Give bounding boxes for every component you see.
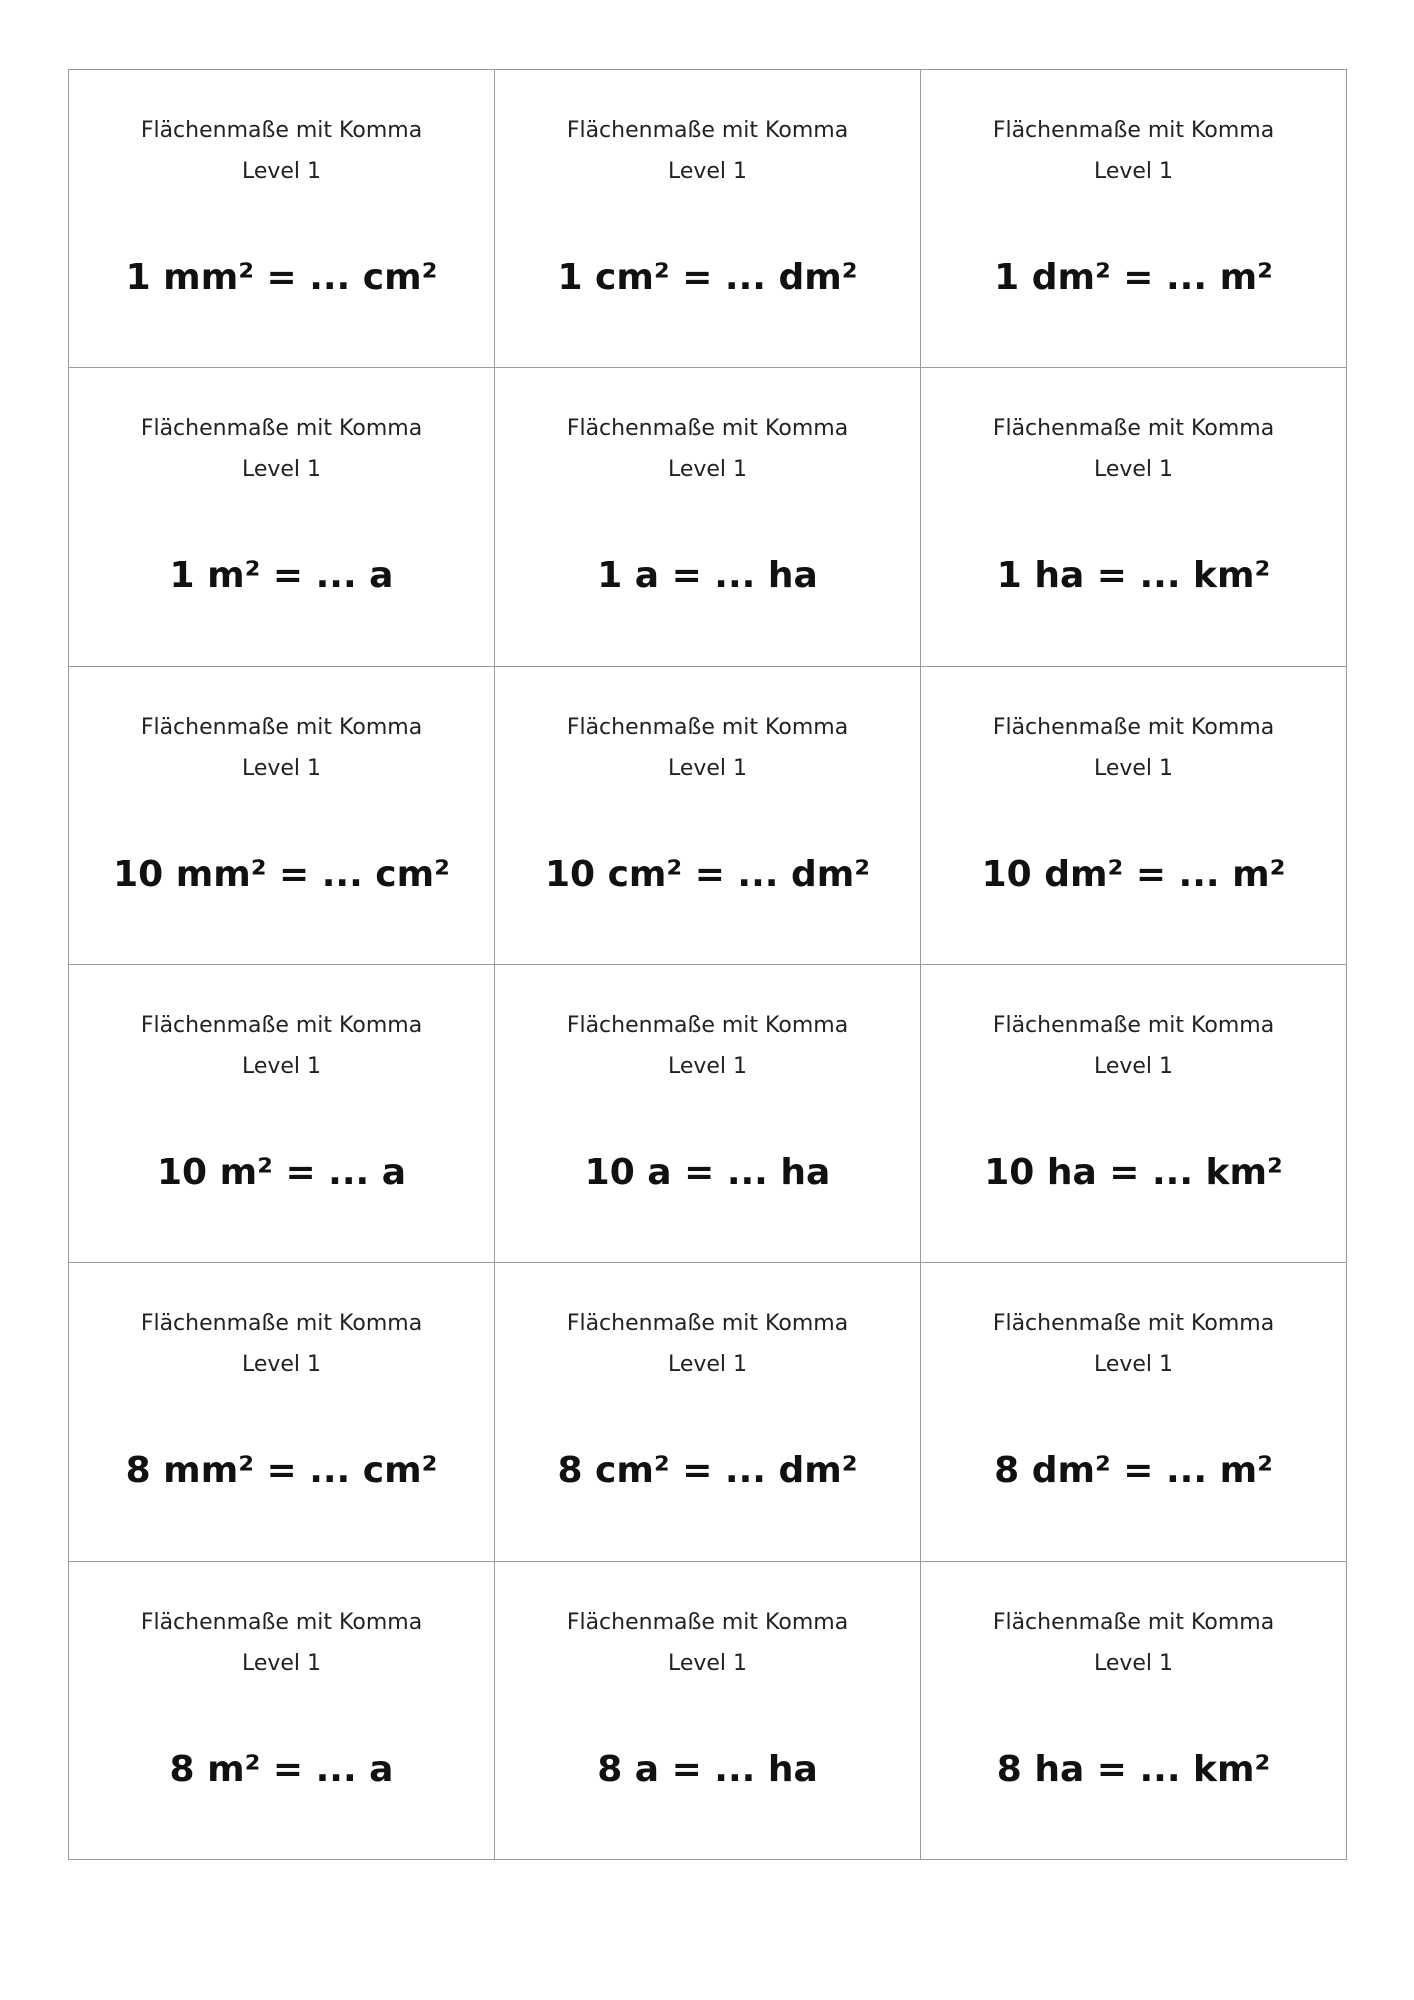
card bbox=[69, 667, 495, 965]
card-title: Flächenmaße mit Komma bbox=[566, 416, 849, 442]
card-task: 10 ha = ... km² bbox=[984, 1152, 1283, 1193]
card-level: Level 1 bbox=[1093, 755, 1174, 781]
card-title: Flächenmaße mit Komma bbox=[992, 1311, 1275, 1337]
card bbox=[921, 368, 1347, 666]
card-title: Flächenmaße mit Komma bbox=[140, 714, 423, 740]
card-title: Flächenmaße mit Komma bbox=[566, 714, 849, 740]
card-title: Flächenmaße mit Komma bbox=[992, 1609, 1275, 1635]
card-task: 10 cm² = ... dm² bbox=[544, 853, 871, 895]
card bbox=[69, 1562, 495, 1860]
card bbox=[921, 1562, 1347, 1860]
card-task: 10 m² = ... a bbox=[157, 1152, 406, 1193]
card-task: 1 ha = ... km² bbox=[996, 555, 1271, 597]
card-level: Level 1 bbox=[241, 159, 322, 184]
card-title: Flächenmaße mit Komma bbox=[566, 1609, 849, 1635]
card-level: Level 1 bbox=[1093, 159, 1174, 184]
card bbox=[69, 368, 495, 666]
card bbox=[921, 667, 1347, 965]
card-level: Level 1 bbox=[667, 159, 748, 184]
card-task: 8 a = ... ha bbox=[597, 1748, 818, 1790]
card-task: 10 dm² = ... m² bbox=[981, 853, 1286, 895]
card-level: Level 1 bbox=[667, 457, 748, 483]
card bbox=[69, 70, 495, 368]
card-level: Level 1 bbox=[241, 1352, 322, 1378]
card-level: Level 1 bbox=[667, 1650, 748, 1676]
card bbox=[921, 1263, 1347, 1561]
card-title: Flächenmaße mit Komma bbox=[140, 1609, 423, 1635]
card-task: 8 m² = ... a bbox=[169, 1748, 394, 1790]
card bbox=[921, 965, 1347, 1263]
card bbox=[495, 1263, 921, 1561]
card-task: 8 cm² = ... dm² bbox=[557, 1450, 858, 1492]
card-level: Level 1 bbox=[1093, 1352, 1174, 1378]
card-level: Level 1 bbox=[1093, 1650, 1174, 1676]
card bbox=[495, 965, 921, 1263]
card-grid bbox=[68, 69, 1347, 1860]
card-task: 8 dm² = ... m² bbox=[994, 1450, 1273, 1492]
card-title: Flächenmaße mit Komma bbox=[140, 416, 423, 442]
card-task: 1 dm² = ... m² bbox=[994, 257, 1273, 298]
card-task: 8 mm² = ... cm² bbox=[125, 1450, 438, 1492]
card-task: 10 mm² = ... cm² bbox=[113, 853, 450, 895]
card-task: 1 a = ... ha bbox=[597, 555, 818, 597]
card bbox=[495, 667, 921, 965]
card bbox=[495, 70, 921, 368]
card-task: 8 ha = ... km² bbox=[996, 1748, 1271, 1790]
card-title: Flächenmaße mit Komma bbox=[566, 1311, 849, 1337]
card-title: Flächenmaße mit Komma bbox=[140, 1311, 423, 1337]
card-level: Level 1 bbox=[241, 755, 322, 781]
card-title: Flächenmaße mit Komma bbox=[140, 118, 423, 143]
card-level: Level 1 bbox=[241, 457, 322, 483]
card-level: Level 1 bbox=[667, 755, 748, 781]
card bbox=[69, 1263, 495, 1561]
card-title: Flächenmaße mit Komma bbox=[992, 118, 1275, 143]
card bbox=[921, 70, 1347, 368]
card-task: 1 mm² = ... cm² bbox=[125, 257, 438, 298]
card-title: Flächenmaße mit Komma bbox=[566, 118, 849, 143]
card-task: 10 a = ... ha bbox=[584, 1152, 831, 1193]
card bbox=[495, 368, 921, 666]
card bbox=[495, 1562, 921, 1860]
card-level: Level 1 bbox=[1093, 457, 1174, 483]
card-title: Flächenmaße mit Komma bbox=[140, 1013, 423, 1038]
card-level: Level 1 bbox=[241, 1650, 322, 1676]
card-level: Level 1 bbox=[667, 1352, 748, 1378]
card-level: Level 1 bbox=[1093, 1054, 1174, 1079]
card-title: Flächenmaße mit Komma bbox=[992, 1013, 1275, 1038]
card-level: Level 1 bbox=[241, 1054, 322, 1079]
card-title: Flächenmaße mit Komma bbox=[992, 714, 1275, 740]
card-task: 1 m² = ... a bbox=[169, 555, 394, 597]
card-title: Flächenmaße mit Komma bbox=[992, 416, 1275, 442]
card-level: Level 1 bbox=[667, 1054, 748, 1079]
card-title: Flächenmaße mit Komma bbox=[566, 1013, 849, 1038]
card-task: 1 cm² = ... dm² bbox=[557, 257, 858, 298]
card bbox=[69, 965, 495, 1263]
